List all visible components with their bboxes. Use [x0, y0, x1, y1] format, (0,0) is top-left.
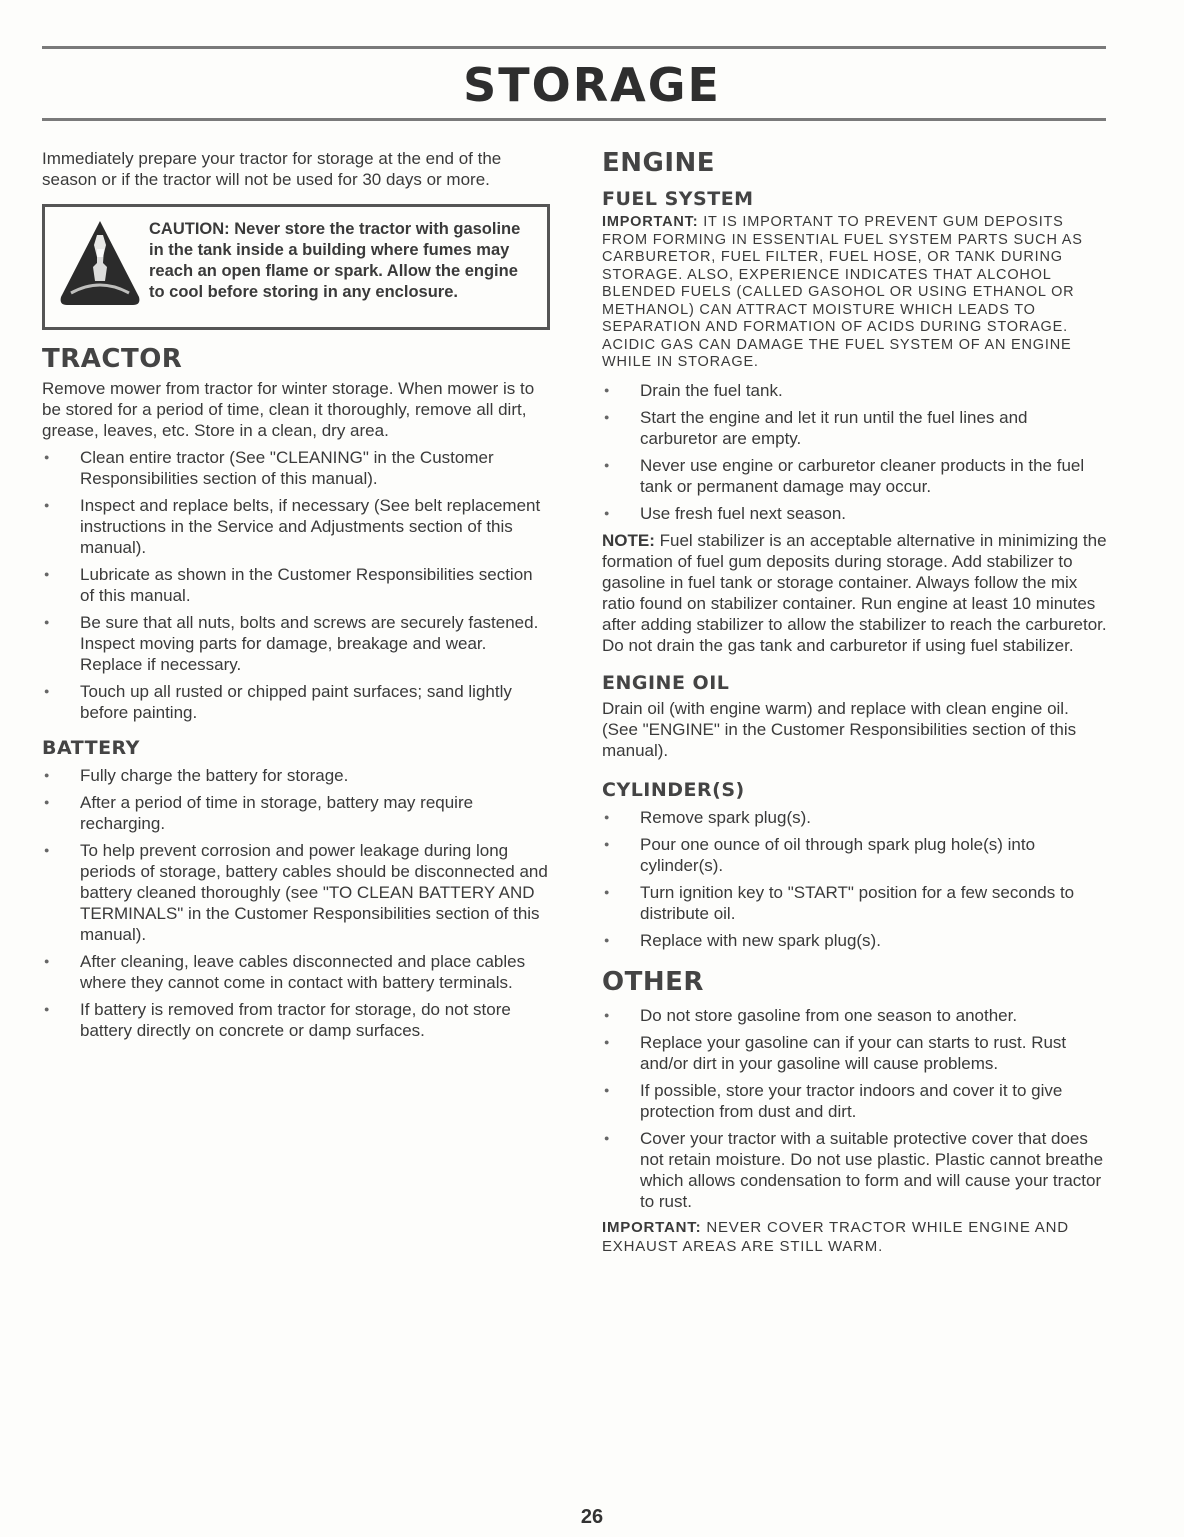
- list-item: ● After a period of time in storage, battery may require recharging.: [44, 793, 474, 833]
- list-item: ● Remove spark plug(s).: [604, 807, 812, 827]
- other-heading: OTHER: [602, 966, 704, 997]
- important-label: IMPORTANT:: [602, 214, 699, 230]
- left-column: [42, 148, 550, 1047]
- important-text: IT IS IMPORTANT TO PREVENT GUM DEPOSITS FROM FORMING IN ESSENTIAL FUEL SYSTEM PARTS SUCH AS CARBURETOR, FUEL FILTER, FUEL HOSE, OR TANK DURING STORAGE. ALSO, EXPERIENCE INDICATES THAT ALCOHOL BLENDED FUELS (CALLED GASOHOL OR USING ETHANOL OR METHANOL) CAN ATTRACT MOISTURE WHICH LEADS TO SEPARATION AND FORMATION OF ACIDS DURING STORAGE. ACIDIC GAS CAN DAMAGE THE FUEL SYSTEM OF AN ENGINE WHILE IN STORAGE.: [602, 214, 1083, 370]
- list-item: ● Touch up all rusted or chipped paint surfaces; sand lightly before painting.: [44, 682, 512, 722]
- bullet-icon: ●: [604, 1009, 610, 1020]
- bullet-icon: ●: [44, 686, 50, 696]
- page-number: 26: [580, 1506, 604, 1528]
- caution-box: [42, 204, 550, 330]
- bullet-icon: ●: [44, 617, 50, 627]
- bullet-icon: ●: [604, 886, 610, 897]
- list-item: ● Turn ignition key to "START" position for a few seconds to distribute oil.: [604, 882, 1075, 923]
- list-item: ● Be sure that all nuts, bolts and screws are securely fastened. Inspect moving parts for damage, breakage and wear. Replace if necessary.: [44, 613, 539, 674]
- bullet-icon: ●: [604, 384, 610, 395]
- list-item: ● Never use engine or carburetor cleaner products in the fuel tank or permanent damage may occur.: [604, 455, 1085, 496]
- bullet-icon: ●: [604, 411, 610, 422]
- cylinders-heading: CYLINDER(S): [602, 778, 745, 801]
- intro-paragraph: Immediately prepare your tractor for storage at the end of the season or if the tractor will not be used for 30 days or more.: [42, 149, 502, 189]
- battery-heading: BATTERY: [42, 737, 140, 759]
- list-item: ● Pour one ounce of oil through spark plug hole(s) into cylinder(s).: [604, 834, 1036, 875]
- bullet-icon: ●: [44, 500, 50, 510]
- note-text: Fuel stabilizer is an acceptable alternative in minimizing the formation of fuel gum deposits during storage. Add stabilizer to gasoline in fuel tank or storage container. Always follow the mix ratio found on stabilizer container. Run engine at least 10 minutes after adding stabilizer to allow the stabilizer to reach the carburetor. Do not drain the gas tank and carburetor if using fuel stabilizer.: [602, 530, 1107, 655]
- bullet-icon: ●: [604, 459, 610, 470]
- cylinders-list: [602, 807, 1108, 951]
- list-item: ● Cover your tractor with a suitable protective cover that does not retain moisture. Do not use plastic. Plastic cannot breathe which allows condensation to form and will cause your tractor to rust.: [604, 1128, 1104, 1211]
- list-item: ● If possible, store your tractor indoors and cover it to give protection from dust and dirt.: [604, 1080, 1063, 1121]
- engine-oil-heading: ENGINE OIL: [602, 671, 730, 694]
- bullet-icon: ●: [44, 956, 50, 966]
- bullet-icon: ●: [604, 507, 610, 518]
- list-item: ● Lubricate as shown in the Customer Responsibilities section of this manual.: [44, 565, 533, 605]
- bullet-icon: ●: [44, 770, 50, 780]
- tractor-heading: TRACTOR: [42, 344, 183, 374]
- bullet-icon: ●: [604, 838, 610, 849]
- list-item: ● Start the engine and let it run until the fuel lines and carburetor are empty.: [604, 407, 1028, 448]
- list-item: ● Fully charge the battery for storage.: [44, 766, 349, 785]
- top-rule: [42, 46, 1106, 49]
- bullet-icon: ●: [44, 1004, 50, 1014]
- bullet-icon: ●: [44, 452, 50, 462]
- list-item: ● If battery is removed from tractor for storage, do not store battery directly on concrete or damp surfaces.: [44, 1000, 511, 1040]
- engine-heading: ENGINE: [602, 148, 716, 178]
- bullet-icon: ●: [604, 1036, 610, 1047]
- engine-oil-text: Drain oil (with engine warm) and replace with clean engine oil. (See "ENGINE" in the Customer Responsibilities section of this manual).: [602, 698, 1077, 760]
- important-label: IMPORTANT:: [602, 1218, 702, 1236]
- list-item: ● Clean entire tractor (See "CLEANING" in the Customer Responsibilities section of this manual).: [44, 448, 494, 488]
- list-item: ● After cleaning, leave cables disconnected and place cables where they cannot come in contact with battery terminals.: [44, 952, 526, 992]
- caution-text: CAUTION: Never store the tractor with gasoline in the tank inside a building where fumes may reach an open flame or spark. Allow the engine to cool before storing in any enclosure.: [149, 220, 521, 301]
- note-label: NOTE:: [602, 530, 655, 550]
- page-title: STORAGE: [463, 58, 721, 112]
- other-important: [602, 1218, 1108, 1256]
- tractor-list: [42, 447, 550, 723]
- list-item: ● Replace your gasoline can if your can starts to rust. Rust and/or dirt in your gasoline will cause problems.: [604, 1032, 1067, 1073]
- tractor-paragraph: Remove mower from tractor for winter storage. When mower is to be stored for a period of time, clean it thoroughly, remove all dirt, grease, leaves, etc. Store in a clean, dry area.: [42, 379, 535, 440]
- fuel-list: [602, 380, 1108, 524]
- list-item: ● Replace with new spark plug(s).: [604, 930, 881, 950]
- list-item: ● Use fresh fuel next season.: [604, 503, 847, 523]
- bullet-icon: ●: [44, 845, 50, 855]
- fuel-important: [602, 214, 1108, 372]
- right-column: [602, 148, 1108, 1256]
- other-list: [602, 1005, 1108, 1212]
- bullet-icon: ●: [44, 569, 50, 579]
- warning-triangle-icon: [57, 217, 143, 313]
- bullet-icon: ●: [604, 1084, 610, 1095]
- battery-list: [42, 765, 550, 1041]
- fuel-system-heading: FUEL SYSTEM: [602, 188, 754, 210]
- fuel-note: [602, 530, 1108, 656]
- list-item: ● Inspect and replace belts, if necessary (See belt replacement instructions in the Service and Adjustments section of this manual).: [44, 496, 541, 557]
- list-item: ● To help prevent corrosion and power leakage during long periods of storage, battery cables should be disconnected and battery cleaned thoroughly (see "TO CLEAN BATTERY AND TERMINALS" in the Customer Responsibilities section of this manual).: [44, 841, 548, 944]
- title-rule: [42, 118, 1106, 121]
- bullet-icon: ●: [604, 811, 610, 822]
- bullet-icon: ●: [604, 1132, 610, 1143]
- list-item: ● Do not store gasoline from one season to another.: [604, 1005, 1018, 1025]
- bullet-icon: ●: [604, 934, 610, 945]
- list-item: ● Drain the fuel tank.: [604, 380, 783, 400]
- bullet-icon: ●: [44, 797, 50, 807]
- important-text: NEVER COVER TRACTOR WHILE ENGINE AND EXHAUST AREAS ARE STILL WARM.: [602, 1218, 1069, 1255]
